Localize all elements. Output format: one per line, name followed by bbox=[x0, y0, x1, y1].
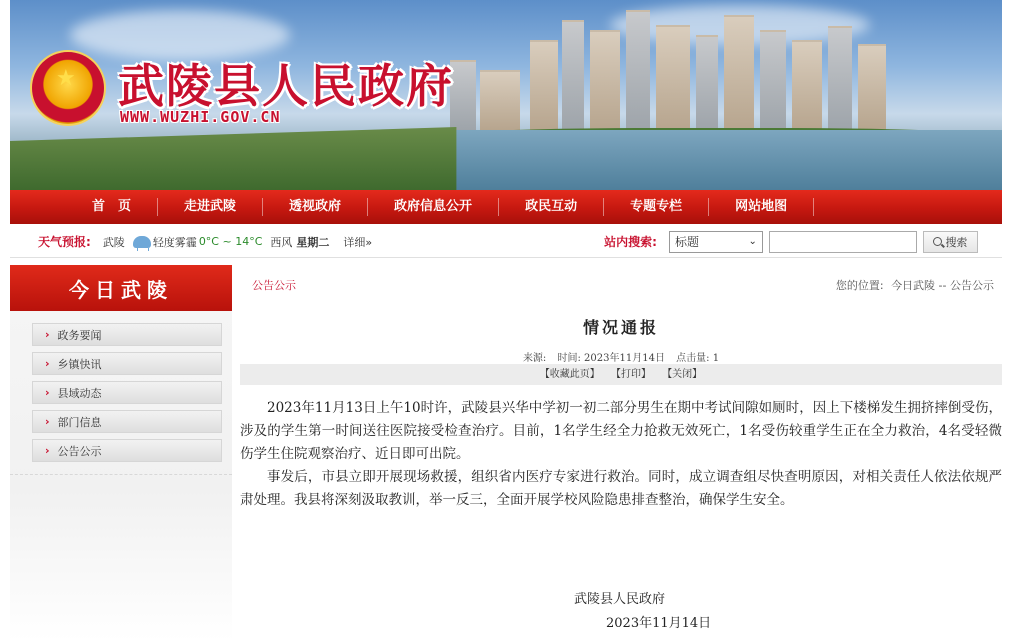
main-nav bbox=[10, 190, 1002, 224]
search-scope-value: 标题 bbox=[674, 235, 699, 249]
bookmark-button[interactable]: 【收藏此页】 bbox=[539, 369, 600, 380]
divider bbox=[10, 474, 232, 480]
main-content bbox=[240, 265, 1002, 641]
cloud-rain-icon bbox=[133, 236, 151, 248]
search-label: 站内搜索: bbox=[604, 235, 657, 249]
weather-condition: 轻度雾霾 bbox=[152, 235, 197, 249]
chevron-right-icon: › bbox=[45, 415, 50, 428]
chevron-right-icon: › bbox=[45, 386, 50, 399]
sidebar-item-label: 县域动态 bbox=[57, 386, 102, 400]
site-url: WWW.WUZHI.GOV.CN bbox=[120, 108, 281, 126]
sidebar-item-label: 公告公示 bbox=[57, 444, 102, 458]
building-decoration bbox=[626, 10, 650, 130]
chevron-right-icon: › bbox=[45, 328, 50, 341]
info-bar bbox=[10, 226, 1002, 258]
search-button-label: 搜索 bbox=[945, 235, 968, 249]
article-paragraph: 2023年11月13日上午10时许，武陵县兴华中学初一初二部分男生在期中考试间隙如厕时，因上下楼梯发生拥挤摔倒受伤，涉及的学生第一时间送往医院接受检查治疗。目前，1名学生经全力抢救无效死亡，1名受伤较重学生正在全力救治，4名受轻微伤学生住院观察治疗、近日即可出院。 bbox=[240, 400, 1002, 462]
building-decoration bbox=[828, 26, 852, 130]
search-input[interactable] bbox=[769, 231, 917, 253]
building-decoration bbox=[530, 40, 558, 130]
nav-interaction[interactable]: 政民互动 bbox=[499, 198, 604, 216]
nav-home[interactable]: 首 页 bbox=[66, 198, 158, 216]
sidebar-item-label: 乡镇快讯 bbox=[57, 357, 102, 371]
search-button[interactable] bbox=[923, 231, 978, 253]
nav-info-disclosure[interactable]: 政府信息公开 bbox=[368, 198, 499, 216]
sidebar-item-announcements[interactable] bbox=[32, 439, 222, 462]
star-icon: ★ bbox=[56, 66, 76, 91]
article-signature-date: 2023年11月14日 bbox=[606, 616, 712, 631]
chevron-down-icon: ⌄ bbox=[748, 236, 757, 247]
building-decoration bbox=[760, 30, 786, 130]
article-meta bbox=[240, 349, 1002, 364]
article-title: 情况通报 bbox=[582, 318, 659, 337]
breadcrumb-label: 您的位置: bbox=[835, 279, 884, 292]
nav-sitemap[interactable]: 网站地图 bbox=[709, 198, 814, 216]
sidebar-item-county[interactable] bbox=[32, 381, 222, 404]
building-decoration bbox=[480, 70, 520, 130]
weather-wind: 西风 bbox=[270, 235, 293, 249]
article-hits: 点击量: 1 bbox=[676, 353, 720, 364]
close-button[interactable]: 【关闭】 bbox=[662, 369, 703, 380]
weather-detail-link[interactable]: 详细» bbox=[343, 235, 373, 249]
weather-city: 武陵 bbox=[102, 235, 125, 249]
weather-label: 天气预报: bbox=[38, 235, 91, 249]
lake-decoration bbox=[440, 130, 1002, 190]
sidebar bbox=[10, 265, 232, 641]
nav-government[interactable]: 透视政府 bbox=[263, 198, 368, 216]
header-banner bbox=[10, 0, 1002, 190]
weather-temperature: 0°C ~ 14°C bbox=[198, 235, 263, 248]
site-title: 武陵县人民政府 bbox=[118, 59, 454, 113]
breadcrumb-path[interactable]: 今日武陵 -- 公告公示 bbox=[891, 279, 994, 292]
article-time: 时间: 2023年11月14日 bbox=[557, 353, 665, 364]
building-decoration bbox=[656, 25, 690, 130]
breadcrumb bbox=[836, 277, 994, 293]
sidebar-item-label: 政务要闻 bbox=[57, 328, 102, 342]
nav-about[interactable]: 走进武陵 bbox=[158, 198, 263, 216]
section-title: 公告公示 bbox=[252, 279, 296, 292]
article-source: 来源: bbox=[522, 353, 547, 364]
sidebar-item-departments[interactable] bbox=[32, 410, 222, 433]
search-icon bbox=[933, 237, 942, 246]
weather-day: 星期二 bbox=[296, 235, 330, 249]
article-signature: 武陵县人民政府 bbox=[574, 592, 666, 607]
chevron-right-icon: › bbox=[45, 357, 50, 370]
article-paragraph: 事发后，市县立即开展现场救援，组织省内医疗专家进行救治。同时，成立调查组尽快查明原因，对相关责任人依法依规严肃处理。我县将深刻汲取教训，举一反三，全面开展学校风险隐患排查整治，确保学生安全。 bbox=[240, 469, 1002, 508]
search-scope-select[interactable] bbox=[669, 231, 763, 253]
article-body bbox=[240, 397, 1002, 512]
sidebar-item-township[interactable] bbox=[32, 352, 222, 375]
sidebar-title: 今日武陵 bbox=[10, 265, 232, 311]
sidebar-item-label: 部门信息 bbox=[57, 415, 102, 429]
building-decoration bbox=[858, 44, 886, 130]
sidebar-menu bbox=[10, 311, 232, 480]
building-decoration bbox=[562, 20, 584, 130]
sidebar-item-news[interactable] bbox=[32, 323, 222, 346]
building-decoration bbox=[590, 30, 620, 130]
print-button[interactable]: 【打印】 bbox=[611, 369, 651, 380]
chevron-right-icon: › bbox=[45, 444, 50, 457]
national-emblem-icon bbox=[32, 52, 104, 124]
article-toolbar bbox=[240, 364, 1002, 385]
building-decoration bbox=[724, 15, 754, 130]
nav-topics[interactable]: 专题专栏 bbox=[604, 198, 709, 216]
building-decoration bbox=[696, 35, 718, 130]
building-decoration bbox=[792, 40, 822, 130]
